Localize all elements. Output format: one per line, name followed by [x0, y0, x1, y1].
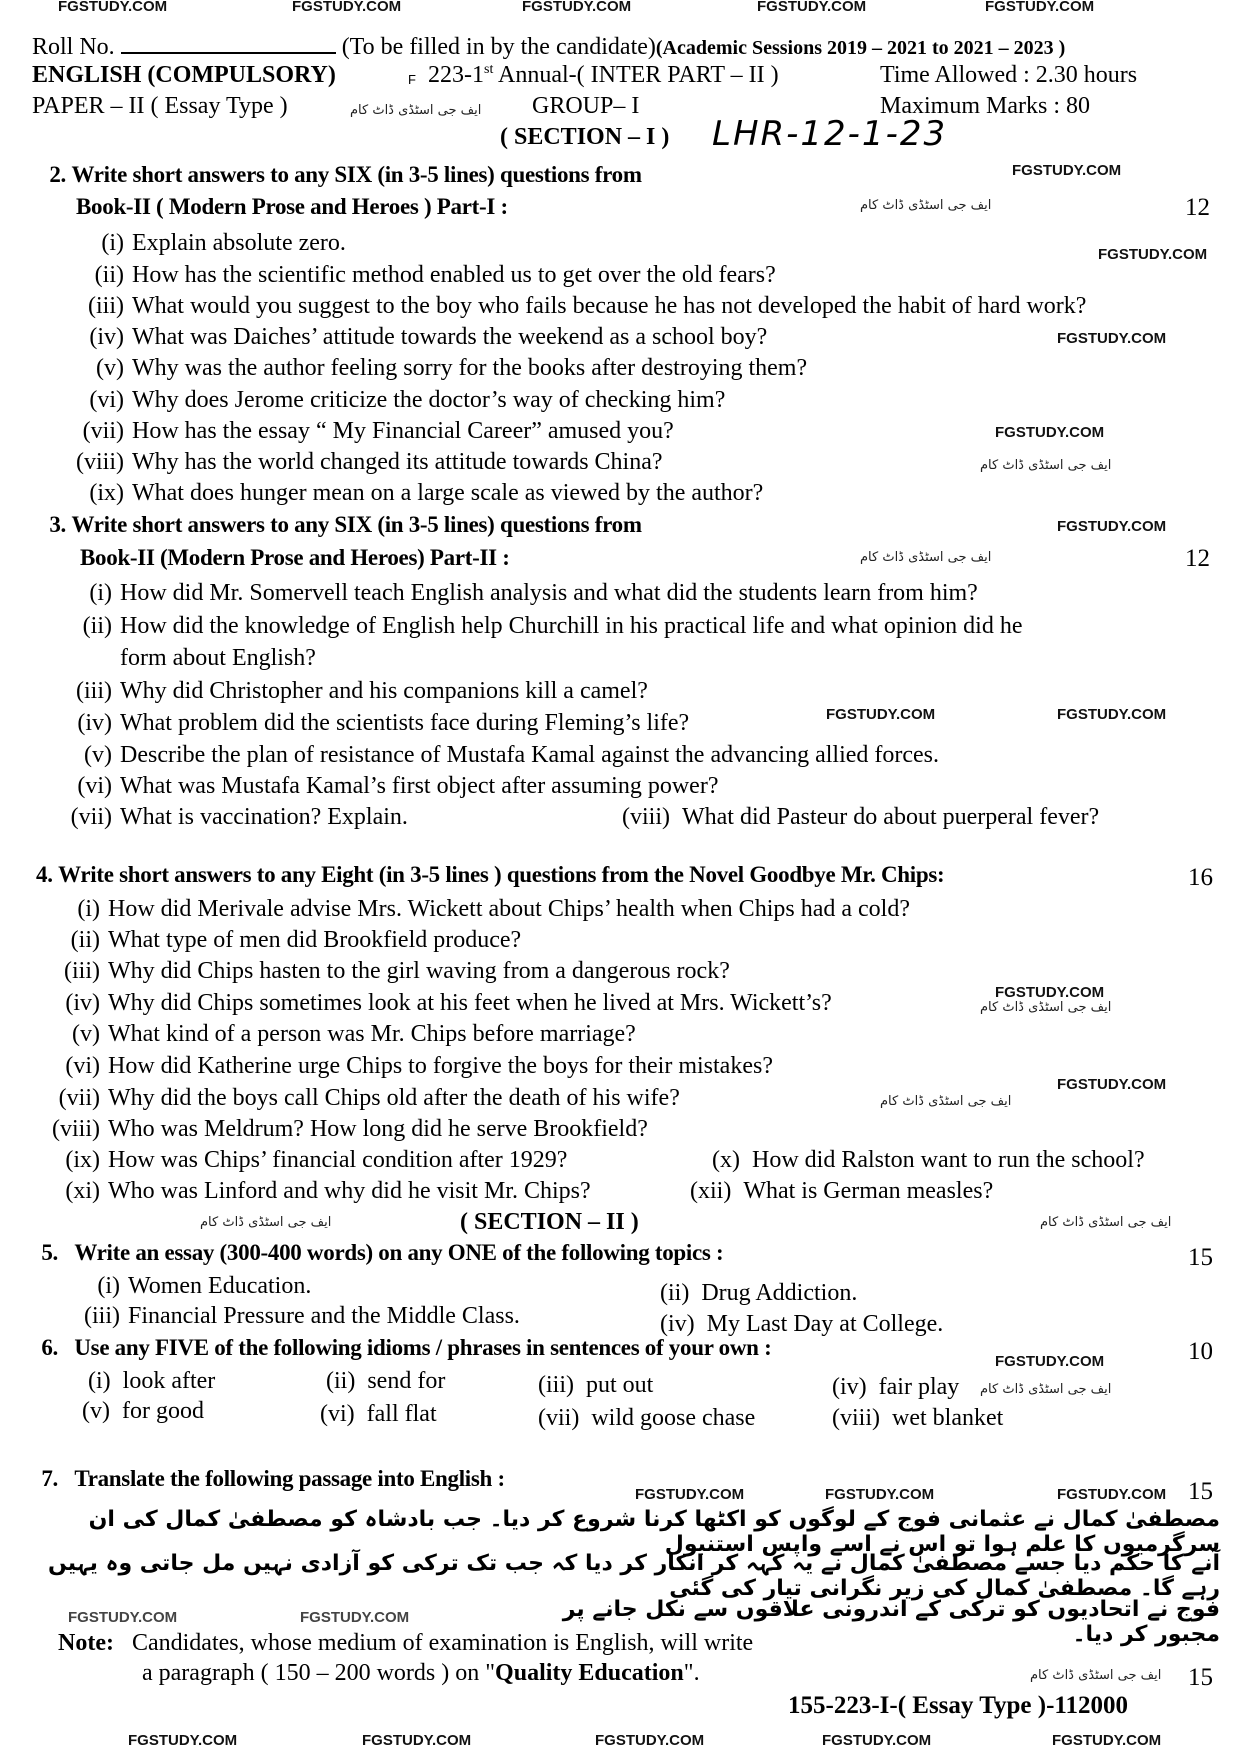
idiom-item: (ii) send for — [326, 1368, 446, 1394]
section-one-heading: ( SECTION – I ) — [500, 124, 670, 150]
q3-item: (viii) What did Pasteur do about puerperal fever? — [622, 804, 1100, 830]
idiom-item: (vi) fall flat — [320, 1401, 437, 1427]
watermark-urdu: ایف جی اسٹڈی ڈاٹ کام — [980, 1000, 1112, 1015]
q2-subheading: Book-II ( Modern Prose and Heroes ) Part-I : — [76, 194, 508, 219]
q3-item: (i) How did Mr. Somervell teach English analysis and what did the students learn from him? — [89, 580, 978, 606]
q3-item: (vi) What was Mustafa Kamal’s first object after assuming power? — [77, 773, 719, 799]
q2-item: (viii) Why has the world changed its attitude towards China? — [76, 449, 663, 475]
q4-item: (xi) Who was Linford and why did he visit Mr. Chips? — [65, 1178, 591, 1204]
subject-title: ENGLISH (COMPULSORY) — [32, 62, 336, 88]
handwritten-annotation: LHR-12-1-23 — [712, 114, 948, 154]
urdu-passage-line: مصطفیٰ کمال نے عثمانی فوج کے لوگوں کو اکٹھا کرنا شروع کر دیا۔ جب بادشاہ کو مصطفیٰ کمال کی ان سرگرمیوں کا علم ہوا تو اس نے اسے واپس استنبول — [88, 1507, 1220, 1557]
watermark: FGSTUDY.COM — [522, 0, 632, 15]
q5-item: (i) Women Education. — [97, 1273, 312, 1299]
watermark: FGSTUDY.COM — [826, 706, 936, 723]
q6-marks: 10 — [1188, 1338, 1213, 1365]
q4-item: (v) What kind of a person was Mr. Chips before marriage? — [72, 1021, 636, 1047]
group: GROUP– I — [532, 93, 640, 119]
watermark-urdu: ایف جی اسٹڈی ڈاٹ کام — [1030, 1668, 1162, 1683]
watermark: FGSTUDY.COM — [985, 0, 1095, 15]
q3-item: (vii) What is vaccination? Explain. — [70, 804, 408, 830]
q7-marks: 15 — [1188, 1478, 1213, 1505]
idiom-item: (i) look after — [88, 1368, 216, 1394]
q2-item: (vi) Why does Jerome criticize the doctor’s way of checking him? — [89, 387, 726, 413]
watermark-urdu: ایف جی اسٹڈی ڈاٹ کام — [200, 1215, 332, 1230]
watermark: FGSTUDY.COM — [1057, 330, 1167, 347]
idiom-item: (v) for good — [82, 1398, 204, 1424]
q3-item: (iii) Why did Christopher and his companions kill a camel? — [76, 678, 648, 704]
note-marks: 15 — [1188, 1664, 1213, 1691]
section-two-heading: ( SECTION – II ) — [460, 1209, 639, 1235]
note-label: Note: — [58, 1630, 114, 1656]
watermark: FGSTUDY.COM — [757, 0, 867, 15]
q4-item: (iii) Why did Chips hasten to the girl waving from a dangerous rock? — [64, 958, 730, 984]
exam-code: 223-1st Annual-( INTER PART – II ) — [428, 62, 779, 88]
watermark: FGSTUDY.COM — [635, 1486, 745, 1503]
roll-label: Roll No. — [32, 34, 115, 60]
watermark: FGSTUDY.COM — [68, 1609, 178, 1626]
q4-item: (viii) Who was Meldrum? How long did he serve Brookfield? — [52, 1116, 648, 1142]
q2-item: (vii) How has the essay “ My Financial Career” amused you? — [82, 418, 674, 444]
q2-item: (v) Why was the author feeling sorry for the books after destroying them? — [96, 355, 808, 381]
watermark: FGSTUDY.COM — [595, 1732, 705, 1749]
watermark: FGSTUDY.COM — [300, 1609, 410, 1626]
idiom-item: (iii) put out — [538, 1372, 654, 1398]
watermark-urdu: ایف جی اسٹڈی ڈاٹ کام — [980, 458, 1112, 473]
q5-heading: 5. Write an essay (300-400 words) on any ONE of the following topics : — [41, 1240, 724, 1265]
q4-marks: 16 — [1188, 864, 1213, 891]
watermark: FGSTUDY.COM — [58, 0, 168, 15]
q3-marks: 12 — [1185, 545, 1210, 572]
watermark: FGSTUDY.COM — [1057, 518, 1167, 535]
idiom-item: (viii) wet blanket — [832, 1405, 1004, 1431]
q2-item: (i) Explain absolute zero. — [101, 230, 346, 256]
footer-paper-code: 155-223-I-( Essay Type )-112000 — [788, 1692, 1129, 1719]
urdu-passage-line: آنے کا حکم دیا جسے مصطفیٰ کمال نے یہ کہہ کر انکار کر دیا کہ جب تک ترکی کو آزادی نہیں مل جاتی وہ یہیں رہے گا۔ مصطفیٰ کمال کی زیر نگرانی تیار کی گئی — [47, 1551, 1220, 1601]
watermark: FGSTUDY.COM — [1057, 706, 1167, 723]
q3-item: (v) Describe the plan of resistance of Mustafa Kamal against the advancing allied forces. — [84, 742, 940, 768]
watermark: FGSTUDY.COM — [825, 1486, 935, 1503]
watermark: FGSTUDY.COM — [995, 984, 1105, 1001]
sessions: (Academic Sessions 2019 – 2021 to 2021 – 2023 ) — [655, 37, 1066, 59]
q4-item: (xii) What is German measles? — [690, 1178, 994, 1204]
watermark: FGSTUDY.COM — [995, 1353, 1105, 1370]
q4-item: (vi) How did Katherine urge Chips to forgive the boys for their mistakes? — [65, 1053, 773, 1079]
time-allowed: Time Allowed : 2.30 hours — [880, 62, 1138, 88]
q2-item: (iv) What was Daiches’ attitude towards the weekend as a school boy? — [89, 324, 768, 350]
note-line-2: a paragraph ( 150 – 200 words ) on "Quality Education". — [142, 1660, 700, 1686]
q5-item: (ii) Drug Addiction. — [660, 1280, 858, 1306]
q4-item: (vii) Why did the boys call Chips old after the death of his wife? — [58, 1085, 680, 1111]
watermark-urdu: ایف جی اسٹڈی ڈاٹ کام — [880, 1094, 1012, 1109]
q6-heading: 6. Use any FIVE of the following idioms / phrases in sentences of your own : — [41, 1335, 772, 1360]
q3-item: (iv) What problem did the scientists face during Fleming’s life? — [77, 710, 690, 736]
watermark: FGSTUDY.COM — [128, 1732, 238, 1749]
q3-item: (ii) How did the knowledge of English help Churchill in his practical life and what opinion did he — [82, 613, 1023, 639]
watermark: FGSTUDY.COM — [822, 1732, 932, 1749]
q4-heading: 4. Write short answers to any Eight (in 3-5 lines ) questions from the Novel Goodbye Mr. Chips: — [36, 862, 945, 887]
q4-item: (i) How did Merivale advise Mrs. Wickett about Chips’ health when Chips had a cold? — [77, 896, 910, 922]
watermark-urdu: ایف جی اسٹڈی ڈاٹ کام — [860, 550, 992, 565]
watermark: FGSTUDY.COM — [1057, 1076, 1167, 1093]
q5-item: (iii) Financial Pressure and the Middle Class. — [84, 1303, 520, 1329]
q2-item: (ix) What does hunger mean on a large scale as viewed by the author? — [89, 480, 764, 506]
watermark-urdu: ایف جی اسٹڈی ڈاٹ کام — [1040, 1215, 1172, 1230]
idiom-item: (vii) wild goose chase — [538, 1405, 756, 1431]
code-prefix: F — [408, 72, 416, 87]
roll-line — [32, 32, 1065, 61]
q4-item: (iv) Why did Chips sometimes look at his feet when he lived at Mrs. Wickett’s? — [65, 990, 832, 1016]
watermark: FGSTUDY.COM — [995, 424, 1105, 441]
q3-subheading: Book-II (Modern Prose and Heroes) Part-II : — [80, 545, 510, 570]
q3-item: form about English? — [120, 645, 316, 671]
watermark-urdu: ایف جی اسٹڈی ڈاٹ کام — [350, 103, 482, 118]
q2-heading: 2. Write short answers to any SIX (in 3-5 lines) questions from — [49, 162, 642, 187]
urdu-passage-line: فوج نے اتحادیوں کو ترکی کے اندرونی علاقوں سے نکل جانے پر مجبور کر دیا۔ — [562, 1597, 1220, 1647]
maximum-marks: Maximum Marks : 80 — [880, 93, 1090, 119]
idiom-item: (iv) fair play — [832, 1374, 960, 1400]
q2-item: (iii) What would you suggest to the boy who fails because he has not developed the habit of hard work? — [88, 293, 1087, 319]
q4-item: (ii) What type of men did Brookfield produce? — [70, 927, 522, 953]
q5-marks: 15 — [1188, 1244, 1213, 1271]
q4-item: (x) How did Ralston want to run the school? — [712, 1147, 1145, 1173]
watermark: FGSTUDY.COM — [1052, 1732, 1162, 1749]
q4-item: (ix) How was Chips’ financial condition after 1929? — [65, 1147, 568, 1173]
paper-type: PAPER – II ( Essay Type ) — [32, 93, 288, 119]
roll-number-field[interactable] — [121, 32, 336, 54]
q2-marks: 12 — [1185, 194, 1210, 221]
q5-item: (iv) My Last Day at College. — [660, 1311, 944, 1337]
watermark-urdu: ایف جی اسٹڈی ڈاٹ کام — [980, 1382, 1112, 1397]
note-line-1: Note: Candidates, whose medium of examination is English, will write — [58, 1630, 754, 1656]
roll-note: (To be filled in by the candidate) — [341, 34, 656, 60]
watermark: FGSTUDY.COM — [1012, 162, 1122, 179]
watermark: FGSTUDY.COM — [1057, 1486, 1167, 1503]
watermark: FGSTUDY.COM — [362, 1732, 472, 1749]
q3-heading: 3. Write short answers to any SIX (in 3-5 lines) questions from — [49, 512, 642, 537]
watermark-urdu: ایف جی اسٹڈی ڈاٹ کام — [860, 198, 992, 213]
watermark: FGSTUDY.COM — [1098, 246, 1208, 263]
watermark: FGSTUDY.COM — [292, 0, 402, 15]
q2-item: (ii) How has the scientific method enabled us to get over the old fears? — [94, 262, 776, 288]
q7-heading: 7. Translate the following passage into English : — [41, 1466, 505, 1491]
